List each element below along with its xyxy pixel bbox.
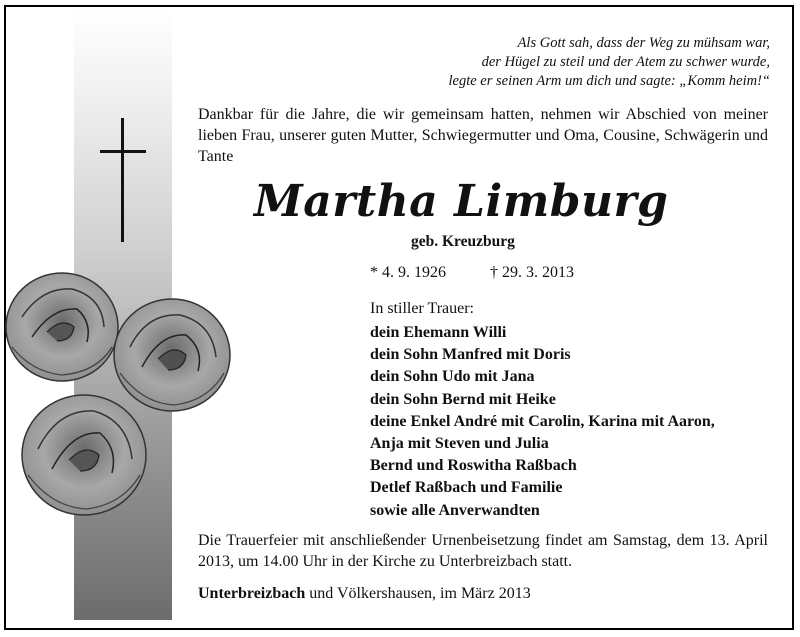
life-dates [370,264,574,282]
mourning-lead: In stiller Trauer: [370,300,474,317]
intro-text: Dankbar für die Jahre, die wir gemeinsam hatten, nehmen wir Abschied von meiner lieben Frau, unserer guten Mutter, Schwiegermutter und Oma, Cousine, Schwägerin und Tante [198,106,768,165]
poem-line: der Hügel zu steil und der Atem zu schwer wurde, [481,54,770,70]
list-item: Detlef Raßbach und Familie [370,479,563,497]
place-date-line [198,585,531,603]
mourners-list [370,322,715,522]
list-item: Anja mit Steven und Julia [370,435,549,453]
deceased-name: Martha Limburg [254,176,669,227]
list-item: sowie alle Anverwandten [370,501,540,519]
list-item: dein Sohn Manfred mit Doris [370,346,571,364]
birth-date: * 4. 9. 1926 [370,264,446,281]
poem-line: Als Gott sah, dass der Weg zu mühsam war, [517,35,770,51]
birth-name: geb. Kreuzburg [411,233,515,250]
town-name: Unterbreizbach [198,585,306,602]
list-item: dein Sohn Bernd mit Heike [370,390,556,408]
poem [448,34,770,91]
roses-illustration [4,255,244,555]
death-date: † 29. 3. 2013 [490,264,574,281]
list-item: dein Ehemann Willi [370,324,507,341]
list-item: deine Enkel André mit Carolin, Karina mit Aaron, [370,412,715,430]
list-item: Bernd und Roswitha Raßbach [370,457,577,475]
funeral-notice: Die Trauerfeier mit anschließender Urnenbeisetzung findet am Samstag, dem 13. April 2013, um 14.00 Uhr in der Kirche zu Unterbreizbach statt. [198,532,768,570]
list-item: dein Sohn Udo mit Jana [370,368,535,386]
place-rest: und Völkershausen, im März 2013 [305,585,531,602]
poem-line: legte er seinen Arm um dich und sagte: „Komm heim!“ [448,73,770,89]
